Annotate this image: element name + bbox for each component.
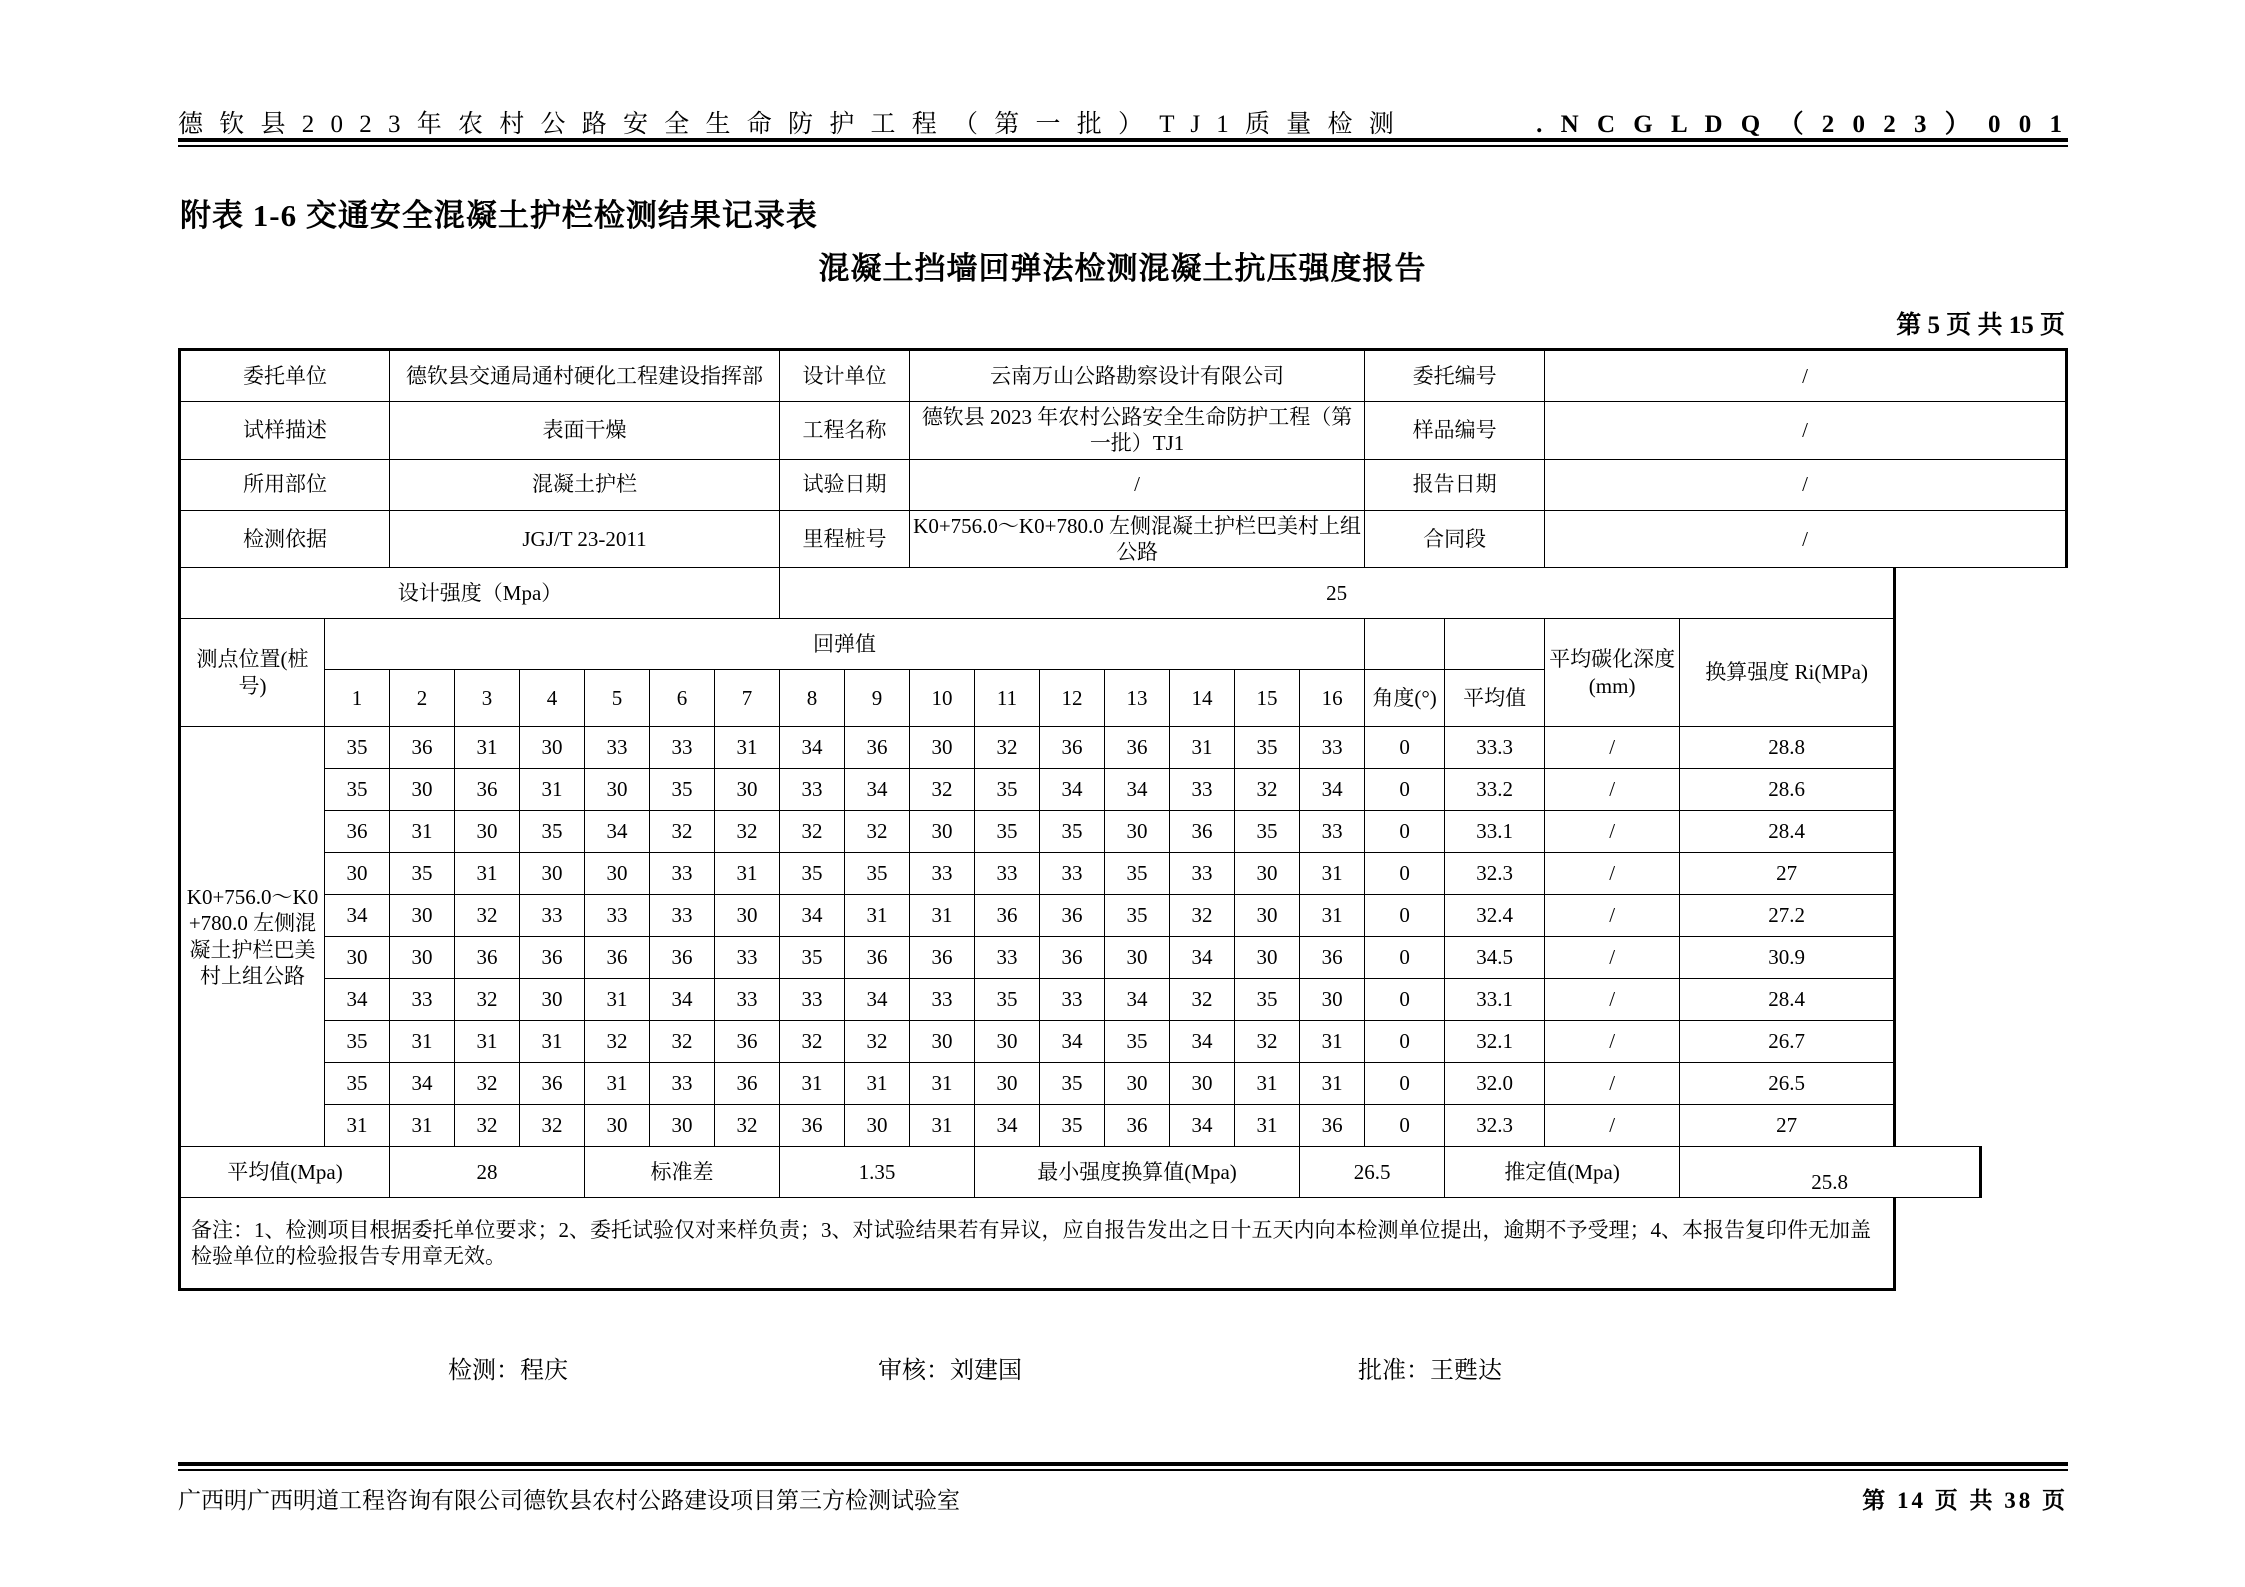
cell-rebound-15: 35 (1235, 979, 1300, 1021)
cell-carbonation: / (1545, 853, 1680, 895)
cell-rebound-5: 33 (585, 727, 650, 769)
cell-rebound-16: 33 (1300, 727, 1365, 769)
cell-rebound-5: 30 (585, 853, 650, 895)
cell-carbonation: / (1545, 811, 1680, 853)
cell-rebound-14: 34 (1170, 1021, 1235, 1063)
cell-rebound-10: 30 (910, 727, 975, 769)
cell-rebound-5: 32 (585, 1021, 650, 1063)
cell-rebound-8: 31 (780, 1063, 845, 1105)
cell-rebound-14: 30 (1170, 1063, 1235, 1105)
cell-rebound-6: 32 (650, 1021, 715, 1063)
cell-rebound-3: 30 (455, 811, 520, 853)
cell-rebound-16: 33 (1300, 811, 1365, 853)
cell-carbonation: / (1545, 979, 1680, 1021)
header-col-2: 2 (390, 670, 455, 727)
cell-rebound-16: 30 (1300, 979, 1365, 1021)
cell-rebound-5: 30 (585, 769, 650, 811)
header-carbonation: 平均碳化深度(mm) (1545, 619, 1680, 727)
value-test-date: / (910, 459, 1365, 510)
cell-rebound-9: 34 (845, 769, 910, 811)
value-entrust-unit: 德钦县交通局通村硬化工程建设指挥部 (390, 350, 780, 402)
cell-rebound-2: 30 (390, 769, 455, 811)
cell-converted: 27 (1680, 1105, 1895, 1147)
cell-rebound-13: 30 (1105, 1063, 1170, 1105)
cell-rebound-6: 36 (650, 937, 715, 979)
cell-rebound-3: 31 (455, 1021, 520, 1063)
cell-rebound-15: 30 (1235, 853, 1300, 895)
cell-angle: 0 (1365, 1105, 1445, 1147)
header-col-5: 5 (585, 670, 650, 727)
label-min-strength: 最小强度换算值(Mpa) (975, 1147, 1300, 1198)
cell-rebound-7: 30 (715, 769, 780, 811)
table-row (180, 895, 2067, 937)
header-col-1: 1 (325, 670, 390, 727)
value-entrust-no: / (1545, 350, 2067, 402)
info-row-2 (180, 402, 2067, 460)
remark-text: 备注：1、检测项目根据委托单位要求；2、委托试验仅对来样负责；3、对试验结果若有异议，应自报告发出之日十五天内向本检测单位提出，逾期不予受理；4、本报告复印件无加盖检验单位的检验报告专用章无效。 (180, 1198, 1895, 1290)
cell-rebound-1: 35 (325, 1063, 390, 1105)
cell-rebound-2: 30 (390, 937, 455, 979)
cell-rebound-13: 35 (1105, 1021, 1170, 1063)
cell-rebound-1: 35 (325, 769, 390, 811)
cell-rebound-13: 34 (1105, 979, 1170, 1021)
label-std-dev: 标准差 (585, 1147, 780, 1198)
running-header-right: . N C G L D Q （ 2 0 2 3 ） 0 0 1 (1536, 111, 2068, 138)
cell-rebound-5: 31 (585, 979, 650, 1021)
header-angle-spacer (1365, 619, 1445, 670)
summary-row (180, 1147, 2067, 1198)
cell-rebound-13: 35 (1105, 853, 1170, 895)
header-col-11: 11 (975, 670, 1040, 727)
label-report-date: 报告日期 (1365, 459, 1545, 510)
cell-rebound-6: 32 (650, 811, 715, 853)
cell-rebound-13: 36 (1105, 727, 1170, 769)
cell-rebound-9: 30 (845, 1105, 910, 1147)
cell-rebound-10: 36 (910, 937, 975, 979)
cell-rebound-3: 31 (455, 853, 520, 895)
cell-rebound-8: 34 (780, 895, 845, 937)
cell-rebound-13: 30 (1105, 937, 1170, 979)
page-footer (178, 1482, 2068, 1515)
cell-angle: 0 (1365, 727, 1445, 769)
cell-rebound-16: 34 (1300, 769, 1365, 811)
cell-rebound-15: 30 (1235, 937, 1300, 979)
cell-rebound-11: 36 (975, 895, 1040, 937)
cell-rebound-1: 36 (325, 811, 390, 853)
cell-rebound-13: 34 (1105, 769, 1170, 811)
header-col-3: 3 (455, 670, 520, 727)
cell-angle: 0 (1365, 895, 1445, 937)
header-col-10: 10 (910, 670, 975, 727)
cell-rebound-9: 31 (845, 1063, 910, 1105)
cell-rebound-3: 36 (455, 937, 520, 979)
header-col-14: 14 (1170, 670, 1235, 727)
cell-rebound-11: 30 (975, 1063, 1040, 1105)
cell-rebound-13: 36 (1105, 1105, 1170, 1147)
cell-rebound-9: 34 (845, 979, 910, 1021)
cell-rebound-3: 32 (455, 895, 520, 937)
cell-carbonation: / (1545, 937, 1680, 979)
cell-rebound-11: 34 (975, 1105, 1040, 1147)
cell-rebound-15: 32 (1235, 1021, 1300, 1063)
info-row-3 (180, 459, 2067, 510)
cell-rebound-8: 33 (780, 769, 845, 811)
cell-rebound-4: 32 (520, 1105, 585, 1147)
cell-rebound-16: 31 (1300, 853, 1365, 895)
cell-rebound-7: 31 (715, 853, 780, 895)
cell-rebound-14: 33 (1170, 853, 1235, 895)
cell-converted: 30.9 (1680, 937, 1895, 979)
cell-rebound-5: 33 (585, 895, 650, 937)
cell-rebound-12: 34 (1040, 1021, 1105, 1063)
cell-rebound-7: 33 (715, 937, 780, 979)
value-sample-no: / (1545, 402, 2067, 460)
label-project-name: 工程名称 (780, 402, 910, 460)
cell-average: 32.1 (1445, 1021, 1545, 1063)
header-position: 测点位置(桩号) (180, 619, 325, 727)
cell-angle: 0 (1365, 769, 1445, 811)
cell-rebound-10: 30 (910, 1021, 975, 1063)
cell-converted: 26.5 (1680, 1063, 1895, 1105)
table-row (180, 769, 2067, 811)
cell-rebound-7: 30 (715, 895, 780, 937)
label-entrust-no: 委托编号 (1365, 350, 1545, 402)
cell-rebound-2: 34 (390, 1063, 455, 1105)
cell-rebound-15: 30 (1235, 895, 1300, 937)
cell-rebound-14: 32 (1170, 895, 1235, 937)
cell-rebound-3: 31 (455, 727, 520, 769)
cell-rebound-12: 35 (1040, 1105, 1105, 1147)
cell-rebound-3: 32 (455, 979, 520, 1021)
cell-converted: 27.2 (1680, 895, 1895, 937)
cell-rebound-11: 35 (975, 769, 1040, 811)
cell-rebound-8: 32 (780, 811, 845, 853)
cell-rebound-11: 32 (975, 727, 1040, 769)
cell-rebound-9: 31 (845, 895, 910, 937)
form-title: 附表 1-6 交通安全混凝土护栏检测结果记录表 (180, 198, 818, 233)
cell-angle: 0 (1365, 811, 1445, 853)
cell-average: 33.3 (1445, 727, 1545, 769)
cell-rebound-10: 31 (910, 1105, 975, 1147)
cell-rebound-10: 30 (910, 811, 975, 853)
value-location-used: 混凝土护栏 (390, 459, 780, 510)
cell-rebound-16: 31 (1300, 1021, 1365, 1063)
cell-converted: 27 (1680, 853, 1895, 895)
cell-rebound-14: 33 (1170, 769, 1235, 811)
value-contract-section: / (1545, 510, 2067, 568)
cell-rebound-4: 30 (520, 979, 585, 1021)
cell-rebound-6: 33 (650, 895, 715, 937)
info-row-4 (180, 510, 2067, 568)
cell-rebound-6: 35 (650, 769, 715, 811)
cell-rebound-1: 31 (325, 1105, 390, 1147)
cell-rebound-10: 31 (910, 1063, 975, 1105)
cell-average: 32.3 (1445, 1105, 1545, 1147)
cell-rebound-4: 30 (520, 727, 585, 769)
cell-rebound-4: 36 (520, 1063, 585, 1105)
cell-rebound-6: 33 (650, 1063, 715, 1105)
label-summary-average: 平均值(Mpa) (180, 1147, 390, 1198)
cell-rebound-7: 36 (715, 1021, 780, 1063)
table-row (180, 937, 2067, 979)
table-row (180, 1105, 2067, 1147)
value-sample-desc: 表面干燥 (390, 402, 780, 460)
cell-rebound-10: 32 (910, 769, 975, 811)
report-table (178, 348, 2068, 1291)
label-sample-desc: 试样描述 (180, 402, 390, 460)
cell-rebound-1: 30 (325, 853, 390, 895)
remark-row (180, 1198, 2067, 1290)
cell-carbonation: / (1545, 1021, 1680, 1063)
cell-rebound-9: 36 (845, 937, 910, 979)
signature-reviewer: 审核：刘建国 (878, 1358, 1022, 1384)
header-average-spacer (1445, 619, 1545, 670)
cell-rebound-14: 34 (1170, 1105, 1235, 1147)
header-col-16: 16 (1300, 670, 1365, 727)
cell-rebound-11: 35 (975, 811, 1040, 853)
table-row (180, 811, 2067, 853)
cell-average: 33.1 (1445, 979, 1545, 1021)
footer-right: 第 14 页 共 38 页 (1862, 1488, 2068, 1513)
cell-rebound-5: 31 (585, 1063, 650, 1105)
header-col-9: 9 (845, 670, 910, 727)
cell-rebound-7: 32 (715, 811, 780, 853)
cell-rebound-11: 33 (975, 853, 1040, 895)
cell-carbonation: / (1545, 1063, 1680, 1105)
label-location-used: 所用部位 (180, 459, 390, 510)
cell-rebound-1: 35 (325, 1021, 390, 1063)
header-col-13: 13 (1105, 670, 1170, 727)
cell-rebound-7: 36 (715, 1063, 780, 1105)
cell-angle: 0 (1365, 937, 1445, 979)
header-col-8: 8 (780, 670, 845, 727)
cell-rebound-4: 31 (520, 1021, 585, 1063)
cell-rebound-6: 33 (650, 727, 715, 769)
label-stake-no: 里程桩号 (780, 510, 910, 568)
cell-rebound-3: 32 (455, 1063, 520, 1105)
cell-rebound-3: 32 (455, 1105, 520, 1147)
cell-rebound-13: 30 (1105, 811, 1170, 853)
value-min-strength: 26.5 (1300, 1147, 1445, 1198)
cell-rebound-10: 33 (910, 853, 975, 895)
cell-rebound-14: 36 (1170, 811, 1235, 853)
cell-rebound-4: 35 (520, 811, 585, 853)
cell-rebound-15: 31 (1235, 1105, 1300, 1147)
cell-rebound-8: 35 (780, 853, 845, 895)
header-col-12: 12 (1040, 670, 1105, 727)
signature-tester: 检测：程庆 (448, 1358, 568, 1384)
cell-converted: 28.4 (1680, 979, 1895, 1021)
cell-rebound-15: 35 (1235, 727, 1300, 769)
cell-rebound-5: 30 (585, 1105, 650, 1147)
cell-rebound-12: 33 (1040, 979, 1105, 1021)
cell-average: 32.4 (1445, 895, 1545, 937)
header-angle: 角度(°) (1365, 670, 1445, 727)
header-col-6: 6 (650, 670, 715, 727)
cell-angle: 0 (1365, 979, 1445, 1021)
cell-rebound-11: 33 (975, 937, 1040, 979)
report-title: 混凝土挡墙回弹法检测混凝土抗压强度报告 (818, 251, 1427, 286)
label-sample-no: 样品编号 (1365, 402, 1545, 460)
cell-rebound-15: 31 (1235, 1063, 1300, 1105)
cell-rebound-16: 31 (1300, 1063, 1365, 1105)
value-design-unit: 云南万山公路勘察设计有限公司 (910, 350, 1365, 402)
cell-rebound-6: 34 (650, 979, 715, 1021)
header-col-15: 15 (1235, 670, 1300, 727)
cell-rebound-2: 31 (390, 1021, 455, 1063)
cell-carbonation: / (1545, 727, 1680, 769)
value-design-strength: 25 (780, 568, 1895, 619)
value-report-date: / (1545, 459, 2067, 510)
table-row (180, 1063, 2067, 1105)
label-test-date: 试验日期 (780, 459, 910, 510)
running-header-left: 德 钦 县 2 0 2 3 年 农 村 公 路 安 全 生 命 防 护 工 程 （ 第 一 批 ） T J 1 质 量 检 测 (178, 111, 1399, 138)
cell-rebound-10: 31 (910, 895, 975, 937)
cell-rebound-8: 33 (780, 979, 845, 1021)
design-strength-row (180, 568, 2067, 619)
header-converted-strength: 换算强度 Ri(MPa) (1680, 619, 1895, 727)
table-row (180, 979, 2067, 1021)
page-indicator: 第 5 页 共 15 页 (1896, 312, 2065, 339)
cell-rebound-8: 34 (780, 727, 845, 769)
cell-rebound-12: 35 (1040, 811, 1105, 853)
table-header-group-row (180, 619, 2067, 670)
cell-rebound-9: 32 (845, 1021, 910, 1063)
cell-average: 32.3 (1445, 853, 1545, 895)
running-header (178, 104, 2068, 140)
cell-rebound-1: 34 (325, 895, 390, 937)
signature-approver: 批准：王甦达 (1358, 1358, 1502, 1384)
cell-rebound-12: 34 (1040, 769, 1105, 811)
cell-rebound-4: 33 (520, 895, 585, 937)
cell-rebound-2: 30 (390, 895, 455, 937)
cell-rebound-10: 33 (910, 979, 975, 1021)
cell-rebound-12: 36 (1040, 727, 1105, 769)
table-row (180, 853, 2067, 895)
header-col-7: 7 (715, 670, 780, 727)
cell-converted: 28.8 (1680, 727, 1895, 769)
cell-rebound-9: 36 (845, 727, 910, 769)
cell-converted: 28.6 (1680, 769, 1895, 811)
header-rebound-group: 回弹值 (325, 619, 1365, 670)
cell-rebound-12: 36 (1040, 937, 1105, 979)
cell-rebound-5: 36 (585, 937, 650, 979)
cell-average: 34.5 (1445, 937, 1545, 979)
cell-rebound-12: 33 (1040, 853, 1105, 895)
cell-average: 32.0 (1445, 1063, 1545, 1105)
table-row (180, 1021, 2067, 1063)
cell-rebound-8: 35 (780, 937, 845, 979)
cell-average: 33.1 (1445, 811, 1545, 853)
cell-position: K0+756.0～K0+780.0 左侧混凝土护栏巴美村上组公路 (180, 727, 325, 1147)
label-design-strength: 设计强度（Mpa） (180, 568, 780, 619)
cell-rebound-2: 31 (390, 811, 455, 853)
cell-rebound-2: 31 (390, 1105, 455, 1147)
value-project-name: 德钦县 2023 年农村公路安全生命防护工程（第一批）TJ1 (910, 402, 1365, 460)
cell-rebound-4: 36 (520, 937, 585, 979)
cell-rebound-4: 31 (520, 769, 585, 811)
header-col-4: 4 (520, 670, 585, 727)
cell-angle: 0 (1365, 1063, 1445, 1105)
value-estimated-value: 25.8 (1680, 1147, 1981, 1198)
label-estimated-value: 推定值(Mpa) (1445, 1147, 1680, 1198)
cell-rebound-12: 36 (1040, 895, 1105, 937)
cell-rebound-2: 36 (390, 727, 455, 769)
cell-rebound-6: 30 (650, 1105, 715, 1147)
header-divider (178, 138, 2068, 147)
cell-rebound-14: 31 (1170, 727, 1235, 769)
value-std-dev: 1.35 (780, 1147, 975, 1198)
cell-rebound-16: 36 (1300, 937, 1365, 979)
cell-rebound-1: 34 (325, 979, 390, 1021)
cell-rebound-9: 32 (845, 811, 910, 853)
header-average: 平均值 (1445, 670, 1545, 727)
table-row (180, 727, 2067, 769)
cell-rebound-16: 31 (1300, 895, 1365, 937)
footer-divider (178, 1462, 2068, 1471)
cell-rebound-11: 30 (975, 1021, 1040, 1063)
cell-rebound-8: 36 (780, 1105, 845, 1147)
cell-rebound-9: 35 (845, 853, 910, 895)
cell-carbonation: / (1545, 1105, 1680, 1147)
cell-rebound-13: 35 (1105, 895, 1170, 937)
cell-rebound-15: 32 (1235, 769, 1300, 811)
cell-converted: 28.4 (1680, 811, 1895, 853)
cell-rebound-7: 32 (715, 1105, 780, 1147)
cell-carbonation: / (1545, 895, 1680, 937)
cell-average: 33.2 (1445, 769, 1545, 811)
cell-rebound-7: 31 (715, 727, 780, 769)
label-test-basis: 检测依据 (180, 510, 390, 568)
cell-angle: 0 (1365, 853, 1445, 895)
cell-angle: 0 (1365, 1021, 1445, 1063)
cell-rebound-14: 34 (1170, 937, 1235, 979)
cell-rebound-1: 35 (325, 727, 390, 769)
cell-rebound-2: 35 (390, 853, 455, 895)
value-summary-average: 28 (390, 1147, 585, 1198)
cell-rebound-3: 36 (455, 769, 520, 811)
cell-rebound-15: 35 (1235, 811, 1300, 853)
cell-rebound-12: 35 (1040, 1063, 1105, 1105)
cell-rebound-7: 33 (715, 979, 780, 1021)
value-stake-no: K0+756.0～K0+780.0 左侧混凝土护栏巴美村上组公路 (910, 510, 1365, 568)
cell-rebound-2: 33 (390, 979, 455, 1021)
cell-carbonation: / (1545, 769, 1680, 811)
footer-left: 广西明广西明道工程咨询有限公司德钦县农村公路建设项目第三方检测试验室 (178, 1488, 960, 1513)
cell-rebound-11: 35 (975, 979, 1040, 1021)
cell-rebound-6: 33 (650, 853, 715, 895)
label-entrust-unit: 委托单位 (180, 350, 390, 402)
cell-rebound-16: 36 (1300, 1105, 1365, 1147)
cell-rebound-14: 32 (1170, 979, 1235, 1021)
value-test-basis: JGJ/T 23-2011 (390, 510, 780, 568)
cell-rebound-5: 34 (585, 811, 650, 853)
info-row-1 (180, 350, 2067, 402)
cell-converted: 26.7 (1680, 1021, 1895, 1063)
cell-rebound-8: 32 (780, 1021, 845, 1063)
label-design-unit: 设计单位 (780, 350, 910, 402)
cell-rebound-1: 30 (325, 937, 390, 979)
cell-rebound-4: 30 (520, 853, 585, 895)
label-contract-section: 合同段 (1365, 510, 1545, 568)
